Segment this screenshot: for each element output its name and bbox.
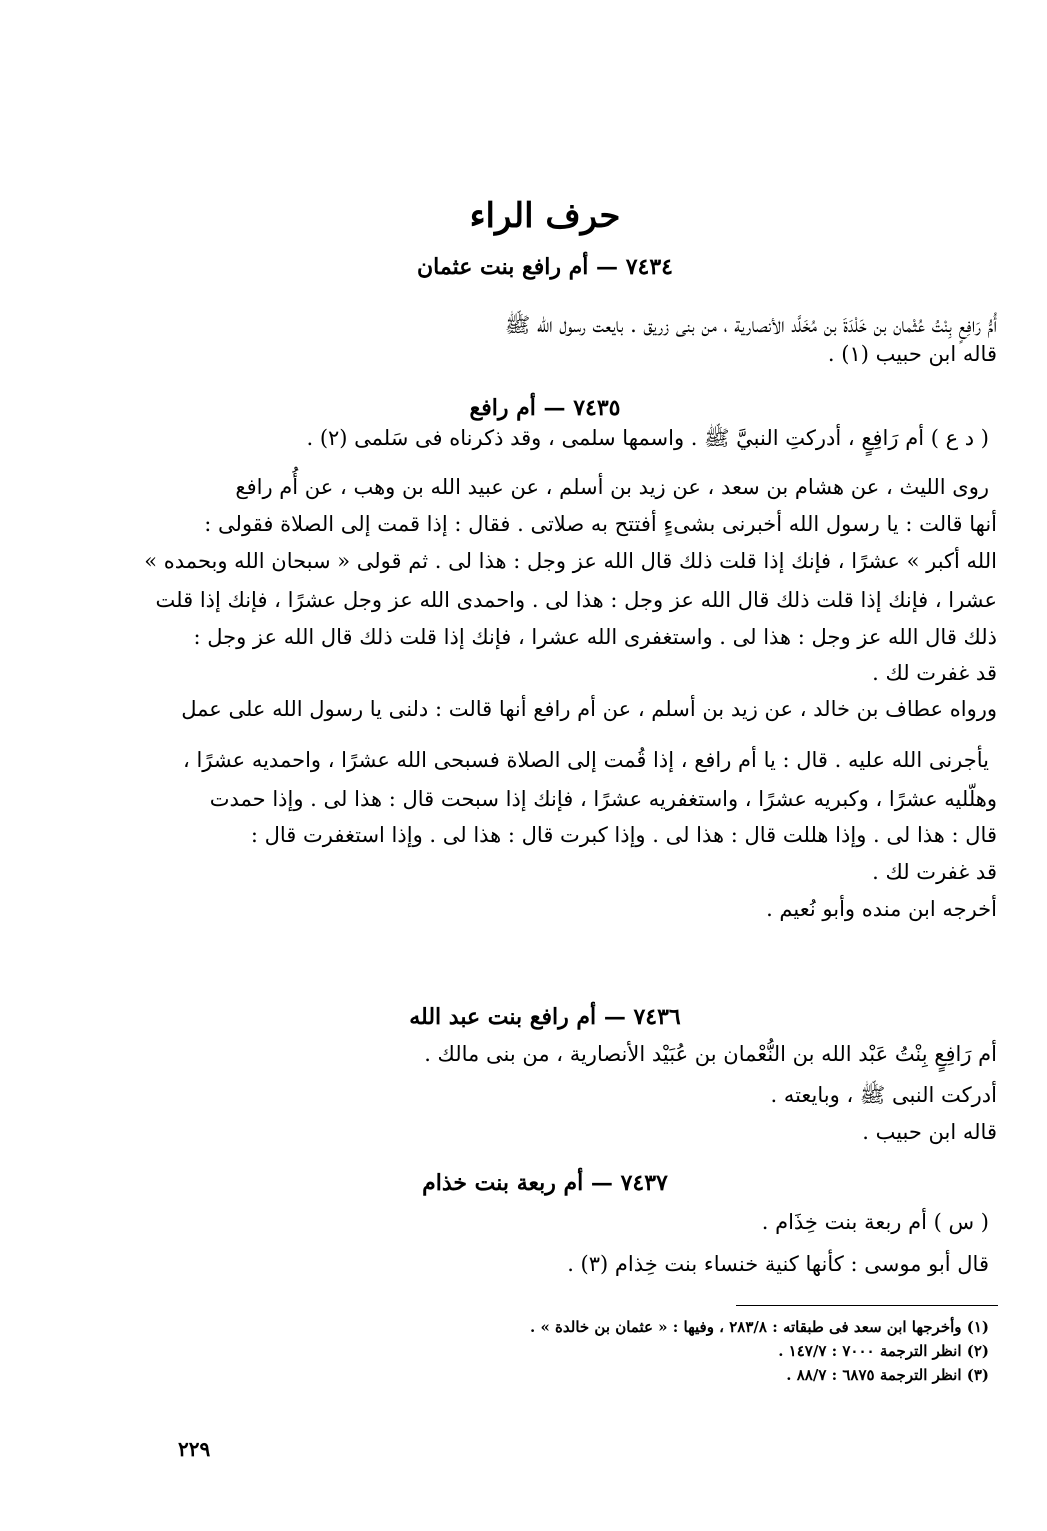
entry-7436-line-3: قاله ابن حبيب . [862, 1120, 997, 1144]
entry-heading-7434: ٧٤٣٤ — أم رافع بنت عثمان [417, 254, 673, 280]
entry-7434-line-2: قاله ابن حبيب (١) . [827, 342, 997, 366]
footnote-separator [736, 1305, 998, 1306]
entry-7434-line-1: أُمُّ رَافِعٍ بِنْتُ عُثْمان بن خَلْدَةَ بن مُخَلَّد الأنصارية ، من بنى زريق . بايعت رسول الله ﷺ [504, 313, 997, 337]
footnote-3: (٣) انظر الترجمة ٦٨٧٥ : ٨٨/٧ . [786, 1366, 989, 1384]
entry-heading-7435: ٧٤٣٥ — أم رافع [469, 395, 621, 421]
footnote-2: (٢) انظر الترجمة ٧٠٠٠ : ١٤٧/٧ . [778, 1342, 989, 1360]
entry-7435-line-8: ورواه عطاف بن خالد ، عن زيد بن أسلم ، عن أم رافع أنها قالت : دلنى يا رسول الله على عمل [181, 697, 997, 721]
entry-heading-7436: ٧٤٣٦ — أم رافع بنت عبد الله [409, 1004, 681, 1030]
section-title: حرف الراء [469, 196, 621, 236]
entry-7436-line-1: أم رَافِعٍ بِنْتُ عَبْد الله بن النُّعْمان بن عُبَيْد الأنصارية ، من بنى مالك . [424, 1042, 997, 1066]
entry-7436-line-2: أدركت النبى ﷺ ، وبايعته . [770, 1083, 997, 1107]
entry-7437-line-1: ( س ) أم ربعة بنت خِذَام . [761, 1210, 989, 1234]
entry-7435-line-6: ذلك قال الله عز وجل : هذا لى . واستغفرى الله عشرا ، فإنك إذا قلت ذلك قال الله عز وجل : [193, 625, 997, 649]
entry-7435-line-2: روى الليث ، عن هشام بن سعد ، عن زيد بن أسلم ، عن عبيد الله بن وهب ، عن أُم رافع [235, 475, 989, 499]
entry-7435-line-9: يأجرنى الله عليه . قال : يا أم رافع ، إذا قُمت إلى الصلاة فسبحى الله عشرًا ، واحمديه عشرًا ، [183, 748, 989, 772]
entry-7435-line-12: قد غفرت لك . [872, 860, 997, 884]
entry-7435-line-7: قد غفرت لك . [872, 661, 997, 685]
entry-7437-line-2: قال أبو موسى : كأنها كنية خنساء بنت خِذام (٣) . [567, 1252, 989, 1276]
footnote-1: (١) وأخرجها ابن سعد فى طبقاته : ٢٨٣/٨ ، وفيها : « عثمان بن خالدة » . [530, 1318, 989, 1336]
entry-7435-line-13: أخرجه ابن منده وأبو نُعيم . [766, 897, 997, 921]
entry-7435-line-3: أنها قالت : يا رسول الله أخبرنى بشىءٍ أفتتح به صلاتى . فقال : إذا قمت إلى الصلاة فقولى : [204, 512, 997, 536]
entry-7435-line-5: عشرا ، فإنك إذا قلت ذلك قال الله عز وجل : هذا لى . واحمدى الله عز وجل عشرًا ، فإنك إذا قلت [155, 588, 997, 612]
page-number: ٢٢٩ [178, 1437, 211, 1461]
entry-7435-line-1: ( د ع ) أم رَافِعٍ ، أدركتِ النبيَّ ﷺ . واسمها سلمى ، وقد ذكرناه فى سَلمى (٢) . [306, 426, 989, 450]
entry-7435-line-11: قال : هذا لى . وإذا هللت قال : هذا لى . وإذا كبرت قال : هذا لى . وإذا استغفرت قال : [250, 823, 997, 847]
entry-7435-line-4: الله أكبر » عشرًا ، فإنك إذا قلت ذلك قال الله عز وجل : هذا لى . ثم قولى « سبحان الله وبحمده » [144, 549, 997, 573]
entry-heading-7437: ٧٤٣٧ — أم ربعة بنت خذام [422, 1170, 668, 1196]
entry-7435-line-10: وهلّليه عشرًا ، وكبريه عشرًا ، واستغفريه عشرًا ، فإنك إذا سبحت قال : هذا لى . وإذا حمدت [209, 787, 997, 811]
